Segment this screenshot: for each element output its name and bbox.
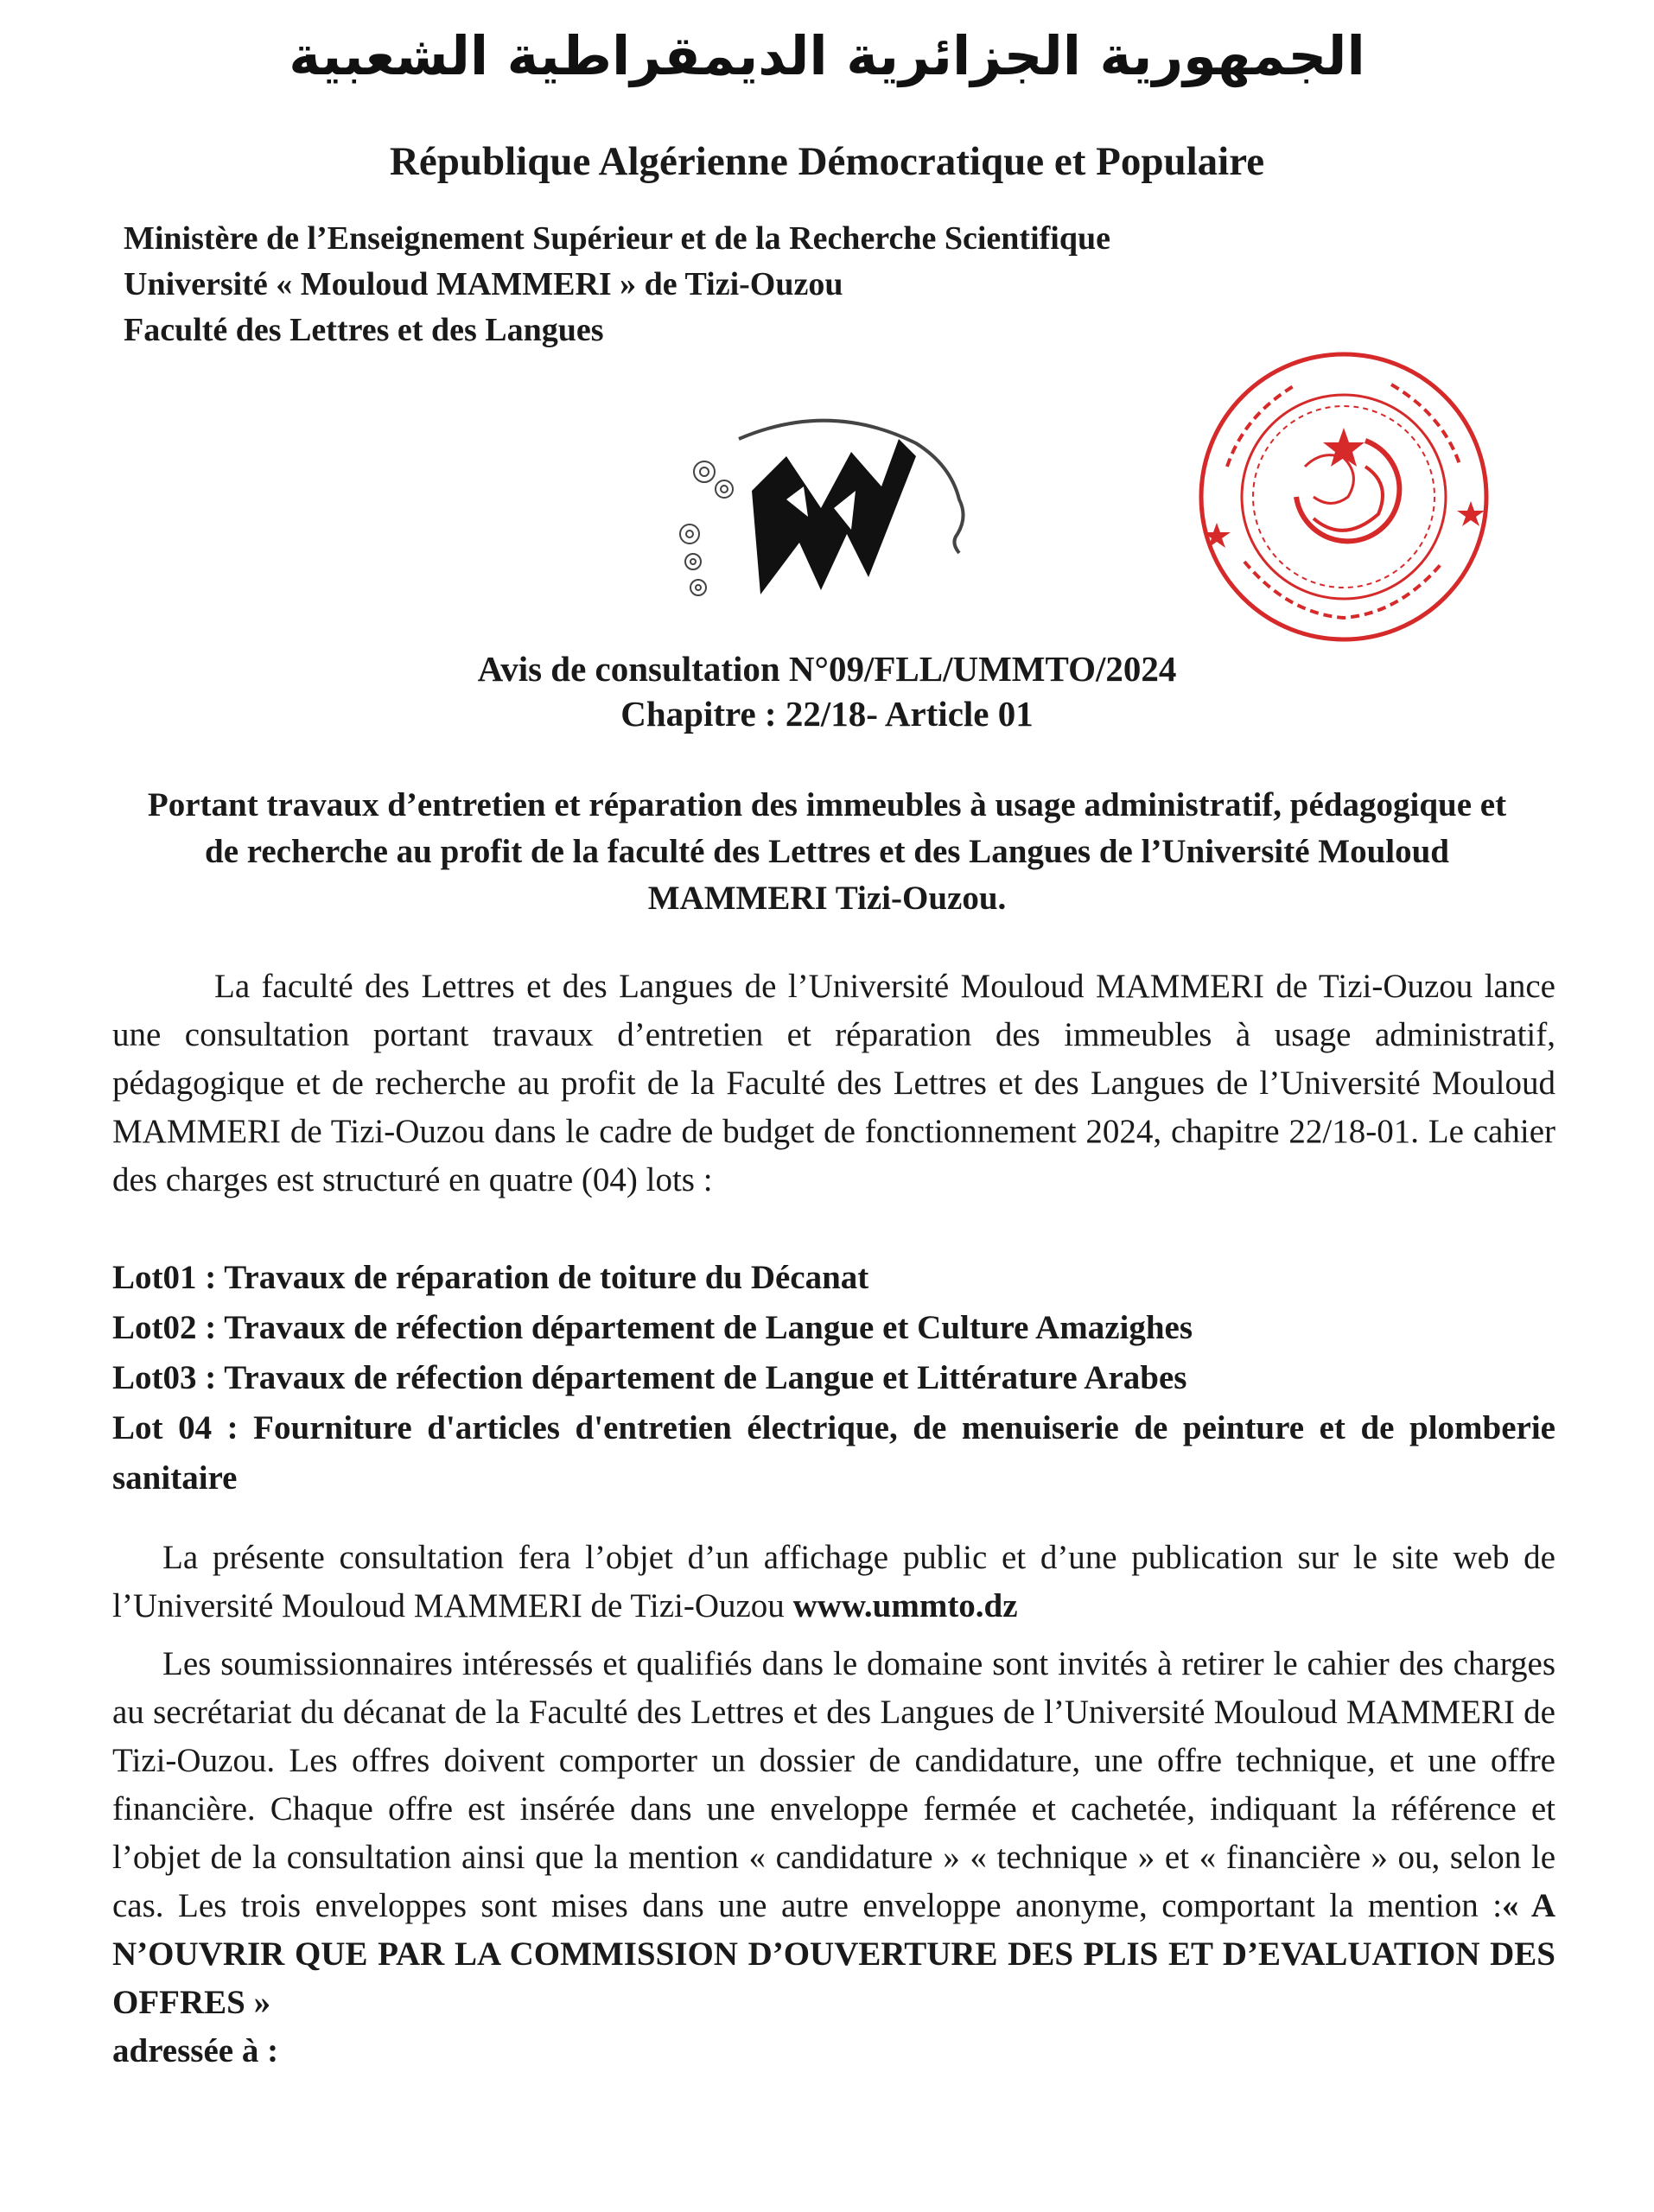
notice-title-block bbox=[0, 646, 1654, 736]
publication-paragraph bbox=[112, 1534, 1555, 1630]
intro-paragraph: La faculté des Lettres et des Langues de l’Université Mouloud MAMMERI de Tizi-Ouzou lance une consultation portant travaux d’entretien et réparation des immeubles à usage administratif, pédagogique et de recherche au profit de la Faculté des Lettres et des Langues de l’Université Mouloud MAMMERI de Tizi-Ouzou dans le cadre de budget de fonctionnement 2024, chapitre 22/18-01. Le cahier des charges est structuré en quatre (04) lots : bbox=[112, 968, 1555, 1198]
submission-paragraph bbox=[112, 1640, 1555, 2075]
ummto-logo-icon bbox=[657, 404, 1002, 620]
subject-heading: Portant travaux d’entretien et réparation des immeubles à usage administratif, pédagogique et de recherche au profit de la faculté des Lettres et des Langues de l’Université Mouloud MAMMERI Tizi-Ouzou. bbox=[147, 786, 1507, 917]
official-red-seal-icon bbox=[1193, 346, 1495, 648]
list-item: Lot01 : Travaux de réparation de toiture du Décanat bbox=[112, 1259, 869, 1296]
faculty-line: Faculté des Lettres et des Langues bbox=[124, 312, 604, 348]
arabic-title: الجمهورية الجزائرية الديمقراطية الشعبية bbox=[289, 24, 1365, 87]
lots-list bbox=[112, 1253, 1555, 1503]
submission-text: Les soumissionnaires intéressés et qualifiés dans le domaine sont invités à retirer le cahier des charges au secrétariat du décanat de la Faculté des Lettres et des Langues de l’Université Mouloud MAMMERI de Tizi-Ouzou. Les offres doivent comporter un dossier de candidature, une offre technique, et une offre financière. Chaque offre est insérée dans une enveloppe fermée et cachetée, indiquant la référence et l’objet de la consultation ainsi que la mention « candidature » « technique » et « financière » ou, selon le cas. Les trois enveloppes sont mises dans une autre enveloppe anonyme, comportant la mention : bbox=[112, 1645, 1555, 1924]
chapter-article: Chapitre : 22/18- Article 01 bbox=[620, 694, 1034, 734]
list-item: Lot03 : Travaux de réfection département de Langue et Littérature Arabes bbox=[112, 1359, 1187, 1396]
list-item: Lot02 : Travaux de réfection département de Langue et Culture Amazighes bbox=[112, 1309, 1193, 1346]
website-link[interactable]: www.ummto.dz bbox=[792, 1587, 1018, 1624]
list-item: Lot 04 : Fourniture d'articles d'entretien électrique, de menuiserie de peinture et de plomberie sanitaire bbox=[112, 1409, 1555, 1497]
publication-text: La présente consultation fera l’objet d’un affichage public et d’une publication sur le site web de l’Université Mouloud MAMMERI de Tizi-Ouzou bbox=[112, 1539, 1555, 1624]
republic-heading: République Algérienne Démocratique et Populaire bbox=[389, 139, 1265, 184]
ministry-line: Ministère de l’Enseignement Supérieur et de la Recherche Scientifique bbox=[124, 220, 1110, 257]
institution-block bbox=[124, 216, 1333, 353]
envelope-mention: « A N’OUVRIR QUE PAR LA COMMISSION D’OUVERTURE DES PLIS ET D’EVALUATION DES OFFRES » bbox=[112, 1887, 1556, 2021]
addressed-to: adressée à : bbox=[112, 2032, 279, 2069]
consultation-number: Avis de consultation N°09/FLL/UMMTO/2024 bbox=[477, 649, 1177, 689]
university-line: Université « Mouloud MAMMERI » de Tizi-Ouzou bbox=[124, 266, 843, 302]
